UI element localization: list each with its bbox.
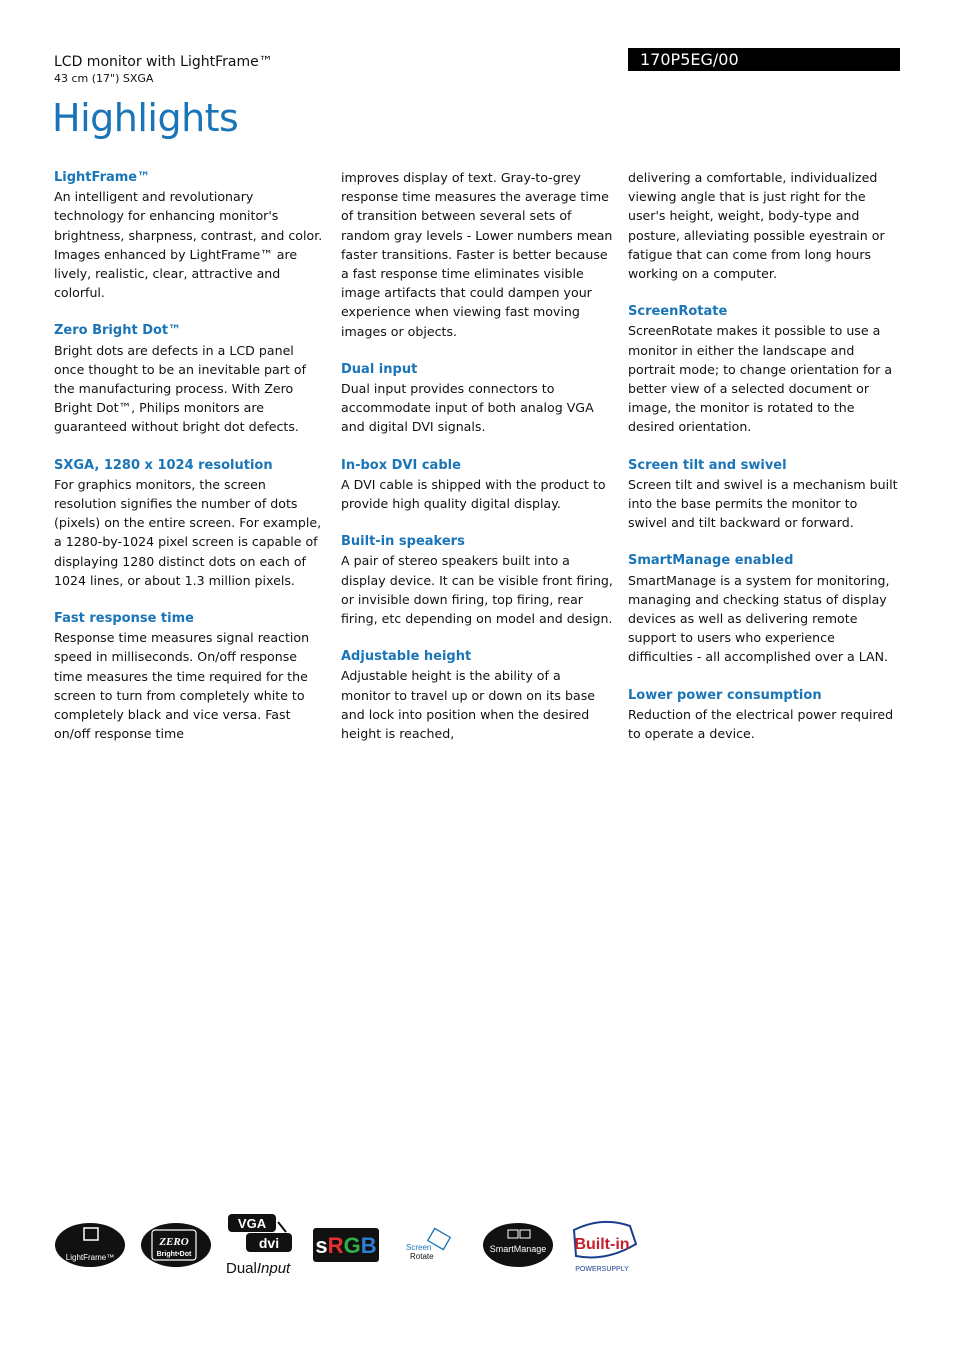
- dvi-logo-text: dvi: [258, 1235, 280, 1251]
- feature-body-continued: delivering a comfortable, individualized viewing angle that is just right for the user's height, weight, body-type and posture, alleviating possible eyestrain or fatigue that can come from long hours working on a computer.: [628, 170, 885, 282]
- zero-logo-text: ZERO: [159, 1236, 189, 1248]
- feature-inbox-dvi-cable: [341, 456, 613, 514]
- input-logo-text: Input: [256, 1260, 291, 1277]
- bright-dot-logo-text: Bright•Dot: [156, 1251, 192, 1258]
- feature-title: Lower power consumption: [628, 687, 822, 703]
- powersupply-logo-text: POWERSUPPLY: [575, 1266, 629, 1273]
- srgb-s: s: [315, 1233, 328, 1258]
- feature-title: Built-in speakers: [341, 534, 465, 550]
- screen-rotate-logo: [402, 1226, 458, 1266]
- feature-body: Bright dots are defects in a LCD panel once thought to be an inevitable part of the manufacturing process. With Zero Bright Dot™, Philips monitors are guaranteed without bright dot defects.: [54, 342, 307, 435]
- column-3: [628, 168, 900, 762]
- product-size: 43 cm (17") SXGA: [54, 72, 154, 85]
- builtin-logo-text: Built-in: [574, 1236, 630, 1253]
- feature-body: For graphics monitors, the screen resolution signifies the number of dots (pixels) on the entire screen. For example, a 1280-by-1024 pixel screen is capable of displaying 1280 distinct dots on each of 1024 lines, or about 1.3 million pixels.: [54, 476, 322, 588]
- feature-title: Screen tilt and swivel: [628, 457, 787, 473]
- column-1: [54, 168, 326, 762]
- feature-adjustable-height: [341, 647, 613, 743]
- feature-title: Fast response time: [54, 611, 194, 627]
- dual-input-logo: [224, 1212, 300, 1278]
- feature-lower-power: [628, 686, 900, 744]
- smartmanage-logo-text: SmartManage: [489, 1244, 547, 1254]
- feature-title: SmartManage enabled: [628, 553, 794, 569]
- feature-zero-bright-dot: [54, 321, 326, 436]
- svg-text:sRGB: [315, 1233, 376, 1258]
- feature-smartmanage: [628, 551, 900, 666]
- feature-title: ScreenRotate: [628, 304, 728, 320]
- dual-logo-text: Dual: [226, 1260, 257, 1277]
- feature-title: LightFrame™: [54, 170, 151, 185]
- feature-body: Dual input provides connectors to accommodate input of both analog VGA and digital DVI signals.: [341, 381, 594, 435]
- feature-body: ScreenRotate makes it possible to use a monitor in either the landscape and portrait mode; to change orientation for a better view of a selected document or image, the monitor is rotated to the desired orientation.: [628, 323, 893, 435]
- feature-screenrotate: [628, 302, 900, 436]
- lightframe-logo-text: LightFrame™: [65, 1253, 115, 1262]
- feature-sxga-resolution: [54, 456, 326, 590]
- feature-body-continued: improves display of text. Gray-to-grey response time measures the average time of transition between several sets of random gray levels - Lower numbers mean faster transitions. Faster is better because a fast response time eliminates visible image artifacts that could dampen your experience when viewing fast moving images or objects.: [341, 170, 613, 339]
- feature-lightframe: [54, 168, 326, 302]
- feature-title: SXGA, 1280 x 1024 resolution: [54, 457, 273, 473]
- feature-body: Adjustable height is the ability of a monitor to travel up or down on its base and lock into position when the desired height is reached,: [341, 668, 596, 742]
- feature-body: Reduction of the electrical power required to operate a device.: [628, 706, 894, 742]
- feature-body: An intelligent and revolutionary technology for enhancing monitor's brightness, sharpness, contrast, and color. Images enhanced by LightFrame™ are lively, realistic, clear, attractive and colorful.: [54, 189, 323, 301]
- feature-title: In-box DVI cable: [341, 457, 461, 473]
- svg-text:DualInput: [226, 1260, 291, 1277]
- feature-body: Screen tilt and swivel is a mechanism built into the base permits the monitor to swivel and tilt backward or forward.: [628, 476, 898, 531]
- zero-bright-dot-logo: [140, 1222, 212, 1268]
- builtin-power-supply-logo: [566, 1216, 642, 1276]
- srgb-logo: [313, 1228, 379, 1262]
- lightframe-logo: [54, 1222, 126, 1268]
- feature-title: Adjustable height: [341, 649, 472, 665]
- screen-logo-text: Screen: [406, 1243, 432, 1252]
- feature-logos: [54, 1212, 654, 1282]
- feature-builtin-speakers: [341, 532, 613, 628]
- feature-title: Dual input: [341, 361, 418, 377]
- vga-logo-text: VGA: [237, 1216, 267, 1231]
- product-line: LCD monitor with LightFrame™: [54, 54, 273, 70]
- feature-body: SmartManage is a system for monitoring, managing and checking status of display devices as well as delivering remote support to users who experience difficulties - all accomplished over a LAN.: [628, 572, 890, 665]
- smartmanage-logo: [482, 1222, 554, 1268]
- feature-body: Response time measures signal reaction speed in milliseconds. On/off response time measures the time required for the screen to turn from completely white to completely black and vice versa. Fast on/off response time: [54, 630, 310, 742]
- column-2: [341, 168, 613, 762]
- feature-fast-response: [54, 609, 326, 743]
- rotate-logo-text: Rotate: [410, 1252, 434, 1261]
- model-number-bar: 170P5EG/00: [628, 48, 900, 71]
- feature-title: Zero Bright Dot™: [54, 323, 182, 339]
- feature-tilt-swivel: [628, 456, 900, 533]
- srgb-b: B: [360, 1233, 377, 1258]
- feature-dual-input: [341, 360, 613, 437]
- page-title: Highlights: [52, 96, 239, 140]
- feature-body: A DVI cable is shipped with the product to provide high quality digital display.: [341, 476, 606, 512]
- feature-body: A pair of stereo speakers built into a display device. It can be visible front firing, or invisible down firing, top firing, rear firing, etc depending on model and design.: [341, 553, 613, 627]
- srgb-r: R: [327, 1233, 344, 1258]
- srgb-g: G: [343, 1233, 361, 1258]
